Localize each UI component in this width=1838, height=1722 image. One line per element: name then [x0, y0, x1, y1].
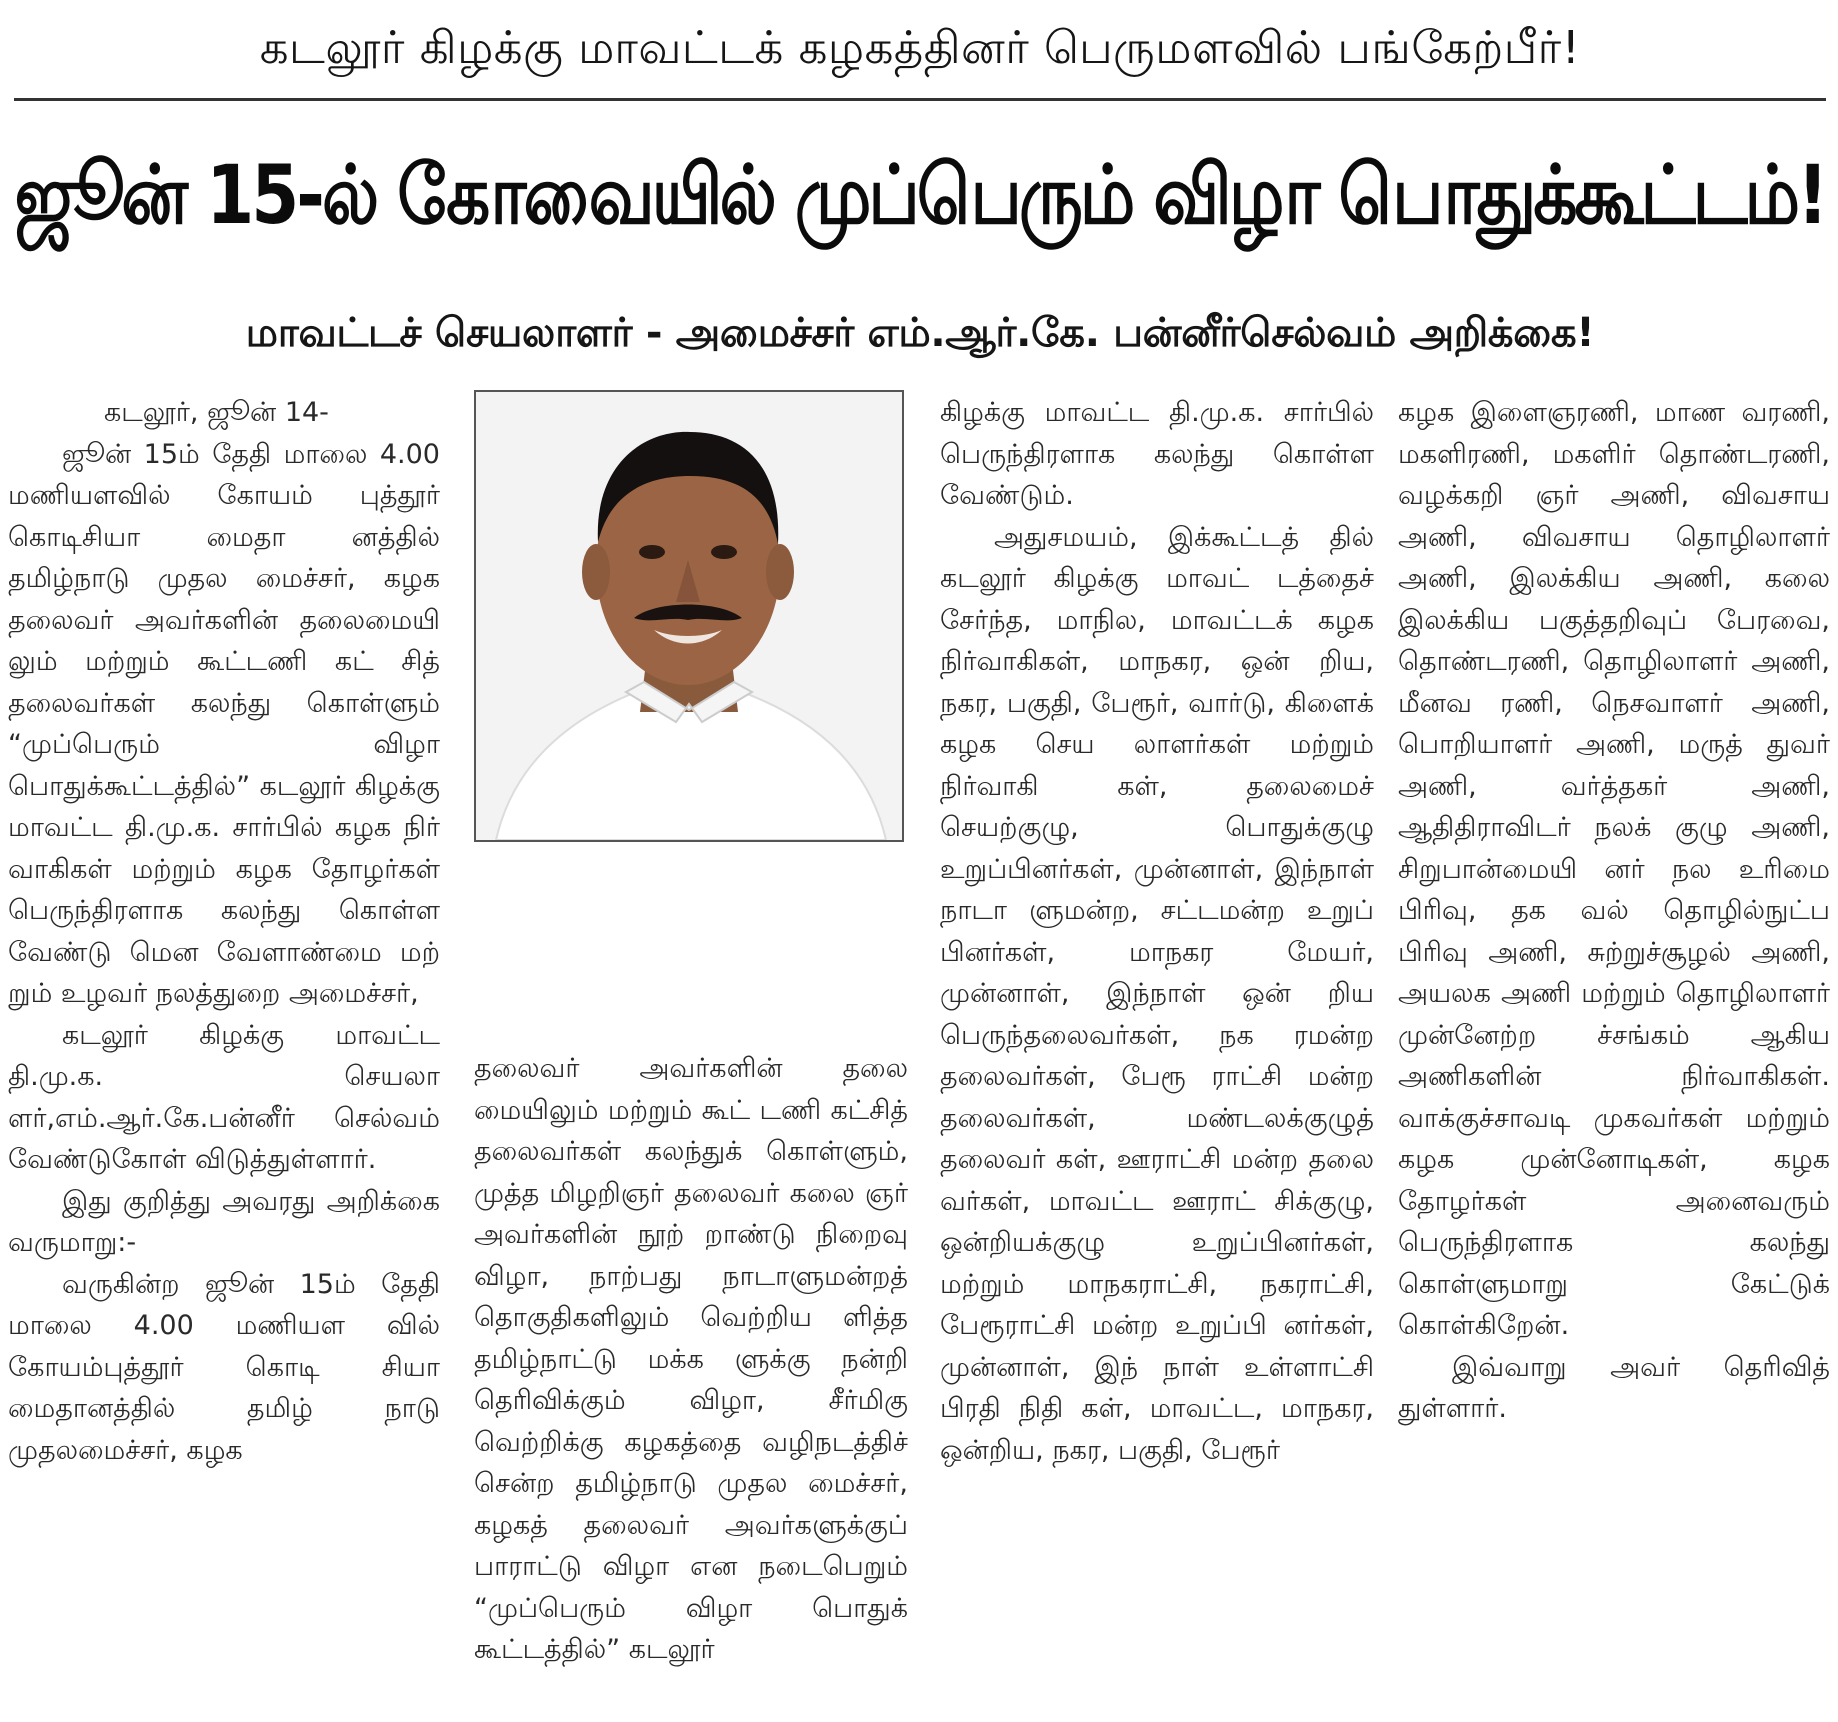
paragraph: இது குறித்து அவரது அறிக்கை வருமாறு:- [8, 1185, 440, 1258]
divider-rule [14, 98, 1826, 101]
paragraph: வருகின்ற ஜூன் 15ம் தேதி மாலை 4.00 மணியள வில் கோயம்புத்தூர் கொடி சியா மைதானத்தில் தமிழ் நாடு முதலமைச்சர், கழக [8, 1268, 440, 1466]
portrait-photo [474, 390, 904, 842]
paragraph: அதுசமயம், இக்கூட்டத் தில் கடலூர் கிழக்கு மாவட் டத்தைச் சேர்ந்த, மாநில, மாவட்டக் கழக நிர்வாகிகள், மாநகர, ஒன் றிய, நகர, பகுதி, பேரூர், வார்டு, கிளைக் கழக செய லாளர்கள் மற்றும் நிர்வாகி கள், தலைமைச் செயற்குழு, பொதுக்குழு உறுப்பினர்கள், முன்னாள், இந்நாள் நாடா ளுமன்ற, சட்டமன்ற உறுப் பினர்கள், மாநகர மேயர், முன்னாள், இந்நாள் ஒன் றிய பெருந்தலைவர்கள், நக ரமன்ற தலைவர்கள், பேரூ ராட்சி மன்ற தலைவர்கள், மண்டலக்குழுத் தலைவர் கள், ஊராட்சி மன்ற தலை வர்கள், மாவட்ட ஊராட் சிக்குழு, ஒன்றியக்குழு உறுப்பினர்கள், மற்றும் மாநகராட்சி, நகராட்சி, பேரூராட்சி மன்ற உறுப்பி னர்கள், முன்னாள், இந் நாள் உள்ளாட்சி பிரதி நிதி கள், மாவட்ட, மாநகர, ஒன்றிய, நகர, பகுதி, பேரூர் [940, 521, 1374, 1466]
subheadline: மாவட்டச் செயலாளர் - அமைச்சர் எம்.ஆர்.கே. பன்னீர்செல்வம் அறிக்கை! [245, 310, 1595, 356]
article-column-2 [474, 1048, 908, 1671]
paragraph: கிழக்கு மாவட்ட தி.மு.க. சார்பில் பெருந்திரளாக கலந்து கொள்ள வேண்டும். [940, 397, 1374, 511]
paragraph: இவ்வாறு அவர் தெரிவித் துள்ளார். [1398, 1351, 1830, 1424]
paragraph: கழக இளைஞரணி, மாண வரணி, மகளிரணி, மகளிர் தொண்டரணி, வழக்கறி ஞர் அணி, விவசாய அணி, விவசாய தொழிலாளர் அணி, இலக்கிய அணி, கலை இலக்கிய பகுத்தறிவுப் பேரவை, தொண்டரணி, தொழிலாளர் அணி, மீனவ ரணி, நெசவாளர் அணி, பொறியாளர் அணி, மருத் துவர் அணி, வர்த்தகர் அணி, ஆதிதிராவிடர் நலக் குழு அணி, சிறுபான்மையி னர் நல உரிமை பிரிவு, தக வல் தொழில்நுட்ப பிரிவு அணி, சுற்றுச்சூழல் அணி, அயலக அணி மற்றும் தொழிலாளர் முன்னேற்ற ச்சங்கம் ஆகிய அணிகளின் நிர்வாகிகள். வாக்குச்சாவடி முகவர்கள் மற்றும் கழக முன்னோடிகள், கழக தோழர்கள் அனைவரும் பெருந்திரளாக கலந்து கொள்ளுமாறு கேட்டுக் கொள்கிறேன். [1398, 397, 1830, 1341]
paragraph: கடலூர் கிழக்கு மாவட்ட தி.மு.க. செயலா ளர்,எம்.ஆர்.கே.பன்னீர் செல்வம் வேண்டுகோள் விடுத்துள்ளார். [8, 1019, 440, 1175]
dateline: கடலூர், ஜூன் 14- [104, 397, 329, 428]
article-column-1 [8, 392, 440, 1471]
portrait-photo-icon [476, 392, 902, 840]
paragraph: தலைவர் அவர்களின் தலை மையிலும் மற்றும் கூட் டணி கட்சித் தலைவர்கள் கலந்துக் கொள்ளும், முத்த மிழறிஞர் தலைவர் கலை ஞர் அவர்களின் நூற் றாண்டு நிறைவு விழா, நாற்பது நாடாளுமன்றத் தொகுதிகளிலும் வெற்றிய ளித்த தமிழ்நாட்டு மக்க ளுக்கு நன்றி தெரிவிக்கும் விழா, சீர்மிகு வெற்றிக்கு கழகத்தை வழிநடத்திச் சென்ற தமிழ்நாடு முதல மைச்சர், கழகத் தலைவர் அவர்களுக்குப் பாராட்டு விழா என நடைபெறும் “முப்பெரும் விழா பொதுக் கூட்டத்தில்” கடலூர் [474, 1053, 908, 1665]
article-column-4 [1398, 392, 1830, 1430]
kicker-line: கடலூர் கிழக்கு மாவட்டக் கழகத்தினர் பெருமளவில் பங்கேற்பீர்! [259, 21, 1581, 74]
paragraph: ஜூன் 15ம் தேதி மாலை 4.00 மணியளவில் கோயம் புத்தூர் கொடிசியா மைதா னத்தில் தமிழ்நாடு முதல மைச்சர், கழக தலைவர் அவர்களின் தலைமையி லும் மற்றும் கூட்டணி கட் சித் தலைவர்கள் கலந்து கொள்ளும் “முப்பெரும் விழா பொதுக்கூட்டத்தில்” கடலூர் கிழக்கு மாவட்ட தி.மு.க. சார்பில் கழக நிர் வாகிகள் மற்றும் கழக தோழர்கள் பெருந்திரளாக கலந்து கொள்ள வேண்டு மென வேளாண்மை மற் றும் உழவர் நலத்துறை அமைச்சர், [8, 438, 440, 1009]
article-column-3 [940, 392, 1374, 1471]
headline: ஜூன் 15-ல் கோவையில் முப்பெரும் விழா பொதுக்கூட்டம்! [14, 148, 1826, 244]
